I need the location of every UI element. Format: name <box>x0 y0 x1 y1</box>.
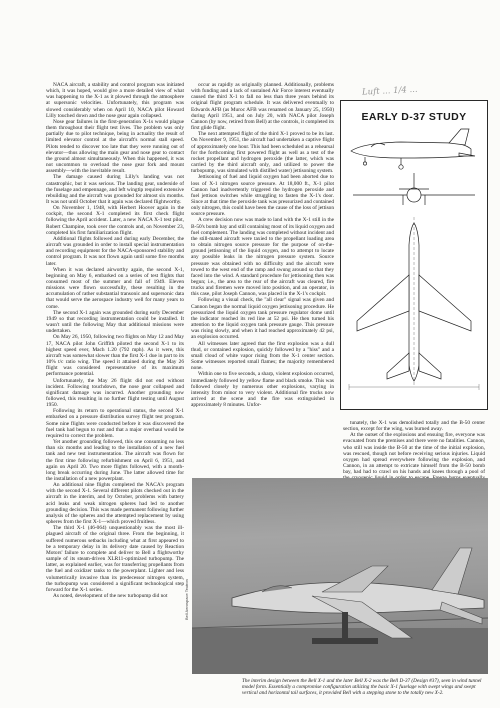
paragraph: Jettisoning of fuel and liquid oxygen had been aborted due to loss of X-1 nitrogen source pressure. At 18,000 ft., X-1 pilot Cannon had inadvertently triggered the hydrogen peroxide and fuel jettison switches while struggling to fasten the X-1's door. Since at that time the peroxide tank was pressurized and contained only nitrogen, this could have been the cause of the loss of jettison source pressure. <box>191 174 334 218</box>
paragraph: A crew decision now was made to land with the X-1 still in the B-50's bomb bay and still containing most of its liquid oxygen and fuel complement. The landing was completed without incident and the still-mated aircraft were taxied to the propellant loading area to obtain nitrogen source pressure for the purpose of on-the-ground jettisoning of the liquid oxygen, and to attempt to locate any possible leaks in the nitrogen pressure system. Source pressure was obtained with no difficulty and the aircraft were towed to the west end of the ramp and swung around so that they faced into the wind. A standard procedure for jettisoning then was begun; i.e., the area to the rear of the aircraft was cleared, fire trucks and firemen were moved into position, and an operator, in this case, pilot Joseph Cannon, was placed in the X-1's cockpit. <box>191 217 334 298</box>
photo-credit: Bell Aerospace Textron <box>184 579 189 620</box>
figure-caption: The interim design between the Bell X-1 and the later Bell X-2 was the Bell D-37 (Design #37), seen in wind tunnel model form. Essentially a compromise configuration utilizing the basic X-1 fuselage with swept wings and swept vertical and horizontal tail surfaces, it provided Bell with a stepping stone to the totally new X-2. <box>242 678 482 696</box>
paragraph: As noted, development of the new turbopump did not <box>53 592 168 599</box>
paragraph: An additional nine flights completed the NACA's program with the second X-1. Several different pilots checked out in the aircraft in the interim, and by October, problems with battery acid leaks and weak nitrogen spheres had led to another grounding decision. This was made permanent following further analysis of the spheres and the attempted replacement by using spheres from the first X-1—which proved fruitless. <box>46 482 184 526</box>
paragraph: At the outset of the explosions and ensuing fire, everyone was evacuated from the premises and there were no fatalities. Cannon, who still was inside the B-50 at the time of the initial explosion, was rescued, though not before receiving serious injuries. Liquid oxygen had spread everywhere following the explosion, and Cannon, in an attempt to extricate himself from the B-50 bomb bay, had had to crawl on his hands and knees through a pool of <box>343 432 485 476</box>
paragraph: Nose gear failures in the first-generation X-1s would plague them throughout their flight test lives. The problem was only partially due to pilot technique, being in actuality the result of limited elevator control at the aircraft's normal stall speed. Pilots tended to discover too late that they were running out of elevator—thus allowing the main gear and nose gear to contact the ground almost simultaneously. When this happened, it was not uncommon to overload the nose gear fork and mount assembly—with the inevitable result. <box>46 118 184 175</box>
paragraph: The third X-1 (46-064) unquestionably was the most ill-plagued aircraft of the original three. From the beginning, it suffered numerous setbacks including what at first appeared to be a temporary delay in its delivery date caused by Reaction Motors' failure to complete and deliver to Bell a flightworthy sample of its steam-driven XLR11-optimized turbopump. The latter, as explained earlier, was for transferring propellants from the fuel and oxidizer tanks to the powerplant. Lighter and less volumetrically invasive than its predecessor nitrogen system, the turbopump was considered a significant technological step forward for the X-1 series. <box>46 525 184 593</box>
paragraph: When it was declared airworthy again, the second X-1, beginning on May 6, embarked on a series of test flights that consumed most of the summer and fall of 1949. Eleven missions were flown successfully, these resulting in the accumulation of rather substantial transonic and supersonic data that would serve the aerospace industry well for many years to come. <box>46 266 184 310</box>
wind-tunnel-model-photo <box>192 478 488 674</box>
paragraph: The second X-1 again was grounded during early December 1949 so that recording instrumentation could be installed. It wasn't until the following May that additional missions were undertaken. <box>46 309 184 335</box>
paragraph: On May 26, 1950, following two flights on May 12 and May 17, NACA pilot John Griffith piloted the second X-1 to its highest speed ever, Mach 1.20 (792 mph). As it were, this aircraft was somewhat slower than the first X-1 due in part to its 10% t/c ratio wing. The speed it attained during the May 26 flight was considered representative of its maximum performance potential. <box>46 334 184 378</box>
paragraph: Unfortunately, the May 26 flight did not end without incident. Following touchdown, the nose gear collapsed and significant damage was incurred. Another grounding now followed, this resulting in no further flight testing until August 1950. <box>46 377 184 409</box>
paragraph: The next attempted flight of the third X-1 proved to be its last. On November 9, 1951, the aircraft had undertaken a captive flight of approximately one hour. This had been scheduled as a rehearsal for the forthcoming first powered flight as well as a test of the rocket propellant and hydrogen peroxide (the latter, which was carried by the third aircraft only, and utilized to power the turbopump, was simulated with distilled water) jettisoning system. <box>191 131 334 175</box>
paragraph: Yet another grounding followed, this one consuming no less than six months and leading to the installation of a new fuel tank and new test instrumentation. The aircraft was flown for the first time following refurbishment on April 6, 1951, and again on April 20. Two more flights followed, with a month-long break occurring during June. The latter allowed time for the installation of a new powerplant. <box>46 439 184 482</box>
paragraph: tunately, the X-1 was demolished totally and the B-50 center section, except for the wing, was burned away. <box>343 420 485 433</box>
handwritten-note: Luft ... 1/4 ... <box>361 84 418 98</box>
article-column-2 <box>191 82 334 472</box>
paragraph: occur as rapidly as originally planned. Additionally, problems with funding and a lack of sustained Air Force interest eventually caused the third X-1 to fall no less than three years behind its original flight program schedule. It was delivered eventually to Edwards AFB (as Muroc AFB was renamed on January 25, 1950) during April 1951, and on July 20, with NACA pilot Joseph Cannon (by now, retired from Bell) at the controls, it completed its first glide flight. <box>191 82 334 132</box>
three-view-drawing <box>341 125 487 409</box>
paragraph: On November 1, 1948, with Herbert Hoover again in the cockpit, the second X-1 completed its first check flight following the April accident. Later, a new NACA X-1 test pilot, Robert Champine, took over the controls and, on November 23, completed his first familiarization flight. <box>46 205 184 236</box>
model-image <box>192 478 488 674</box>
figure-title: EARLY D-37 STUDY <box>361 111 467 123</box>
d37-study-figure <box>340 100 488 410</box>
paragraph: Within one to five seconds, a sharp, violent explosion occurred, immediately followed by yellow flame and black smoke. This was followed closely by numerous other explosions, varying in intensity from minor to very violent. Additional fire trucks now arrived at the scene and the fire was extinguished in approximately 8 minutes. Unfor- <box>191 371 334 409</box>
paragraph: The damage caused during Lilly's landing was not catastrophic, but it was serious. The landing gear, underside of the fuselage and empennage, and left wingtip required extensive rebuilding and the aircraft was grounded for almost six months. It was not until October that it again was declared flightworthy. <box>46 174 184 205</box>
paragraph: Additional flights followed and during early December, the aircraft was grounded in order to install special instrumentation and recording equipment for the NACA-sponsored stability and control program. It was not flown again until some five months later. <box>46 235 184 267</box>
paragraph: Following a visual check, the "all clear" signal was given and Cannon began the normal liquid oxygen jettisoning procedure. He pressurized the liquid oxygen tank pressure regulator dome until the indicator reached its red line at 52 psi. He then turned his attention to the liquid oxygen tank pressure gauge. This pressure was rising slowly, and when it had reached approximately 42 psi, an explosion occurred. <box>191 297 334 341</box>
paragraph: All witnesses later agreed that the first explosion was a dull thud, or contained explosion, quickly followed by a "hiss" and a small cloud of white vapor rising from the X-1 center section. Some witnesses reported small flames; the majority remembered none. <box>191 340 334 372</box>
paragraph: Following its return to operational status, the second X-1 embarked on a pressure distribution survey flight test program. Some nine flights were conducted before it was discovered the fuel tank had begun to rust and that a major overhaul would be required to correct the problem. <box>46 408 184 439</box>
article-column-1 <box>46 82 184 700</box>
paragraph: NACA aircraft, a stability and control program was initiated which, it was hoped, would give a more detailed view of what was happening to the X-1 as it plowed through the atmosphere at supersonic velocities. Unfortunately, this program was slowed considerably when on April 10, NACA pilot Howard Lilly touched down and the nose gear again collapsed. <box>46 82 184 119</box>
